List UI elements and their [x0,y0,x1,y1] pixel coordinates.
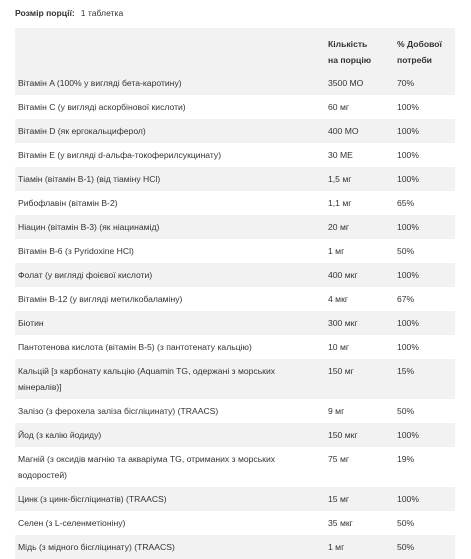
table-row [15,119,455,143]
serving-size-label: Розмір порції: [15,8,75,18]
nutrient-name: Вітамін B-12 (у вигляді метилкобаламіну) [18,294,183,304]
nutrient-daily-value: 50% [397,518,415,528]
nutrient-name: Вітамін B-6 (з Pyridoxine HCl) [18,246,134,256]
table-row [15,71,455,95]
nutrient-amount: 15 мг [328,494,349,504]
table-row [15,95,455,119]
nutrient-amount: 9 мг [328,406,345,416]
nutrient-amount: 1 мг [328,542,345,552]
nutrient-daily-value: 100% [397,318,419,328]
table-row [15,311,455,335]
serving-size-value: 1 таблетка [80,8,124,18]
nutrient-amount: 1,1 мг [328,198,352,208]
nutrient-amount: 3500 МО [328,78,364,88]
table-row [15,239,455,263]
table-row [15,167,455,191]
nutrient-name: Рибофлавін (вітамін B-2) [18,198,118,208]
nutrient-amount: 30 МЕ [328,150,353,160]
nutrient-amount: 20 мг [328,222,349,232]
nutrient-table [15,71,455,559]
table-row [15,447,455,487]
nutrient-daily-value: 70% [397,78,415,88]
table-row [15,423,455,447]
nutrient-amount: 400 мкг [328,270,358,280]
nutrient-daily-value: 50% [397,246,415,256]
nutrient-daily-value: 100% [397,222,419,232]
nutrient-name: Вітамін C (у вигляді аскорбінової кислоти) [18,102,186,112]
nutrient-amount: 300 мкг [328,318,358,328]
table-header [15,28,455,71]
nutrient-name: Вітамін E (у вигляді d-альфа-токоферилсукцинату) [18,150,222,160]
nutrient-daily-value: 50% [397,542,415,552]
nutrient-daily-value: 15% [397,366,415,376]
table-row [15,143,455,167]
table-row [15,287,455,311]
nutrient-amount: 4 мкг [328,294,348,304]
nutrient-name: Селен (з L-селенметіоніну) [18,518,126,528]
nutrient-daily-value: 100% [397,150,419,160]
table-row [15,263,455,287]
header-amount: Кількість на порцію [328,39,372,65]
nutrient-amount: 35 мкг [328,518,353,528]
nutrient-amount: 60 мг [328,102,349,112]
nutrient-amount: 10 мг [328,342,349,352]
nutrient-name: Мідь (з мідного бісгліцинату) (TRAACS) [18,542,175,552]
table-row [15,511,455,535]
nutrient-amount: 1 мг [328,246,345,256]
nutrient-daily-value: 67% [397,294,415,304]
nutrient-daily-value: 100% [397,126,419,136]
nutrient-name: Магній (з оксидів магнію та акваріума TG, отриманих з морських водоростей) [18,454,276,480]
nutrient-amount: 150 мкг [328,430,358,440]
nutrient-name: Фолат (у вигляді фоієвої кислоти) [18,270,153,280]
serving-size [0,0,471,26]
nutrient-name: Вітамін A (100% у вигляді бета-каротину) [18,78,182,88]
nutrient-daily-value: 100% [397,102,419,112]
nutrient-amount: 75 мг [328,454,349,464]
nutrient-daily-value: 19% [397,454,415,464]
nutrient-name: Тіамін (вітамін B-1) (від тіаміну HCl) [18,174,161,184]
table-row [15,487,455,511]
table-row [15,191,455,215]
nutrient-daily-value: 100% [397,270,419,280]
nutrient-amount: 150 мг [328,366,354,376]
nutrient-amount: 400 МО [328,126,359,136]
nutrient-name: Кальцій [з карбонату кальцію (Aquamin TG, одержані з морських мінералів)] [18,366,276,392]
table-row [15,335,455,359]
nutrient-name: Ніацин (вітамін B-3) (як ніацинамід) [18,222,160,232]
nutrient-daily-value: 50% [397,406,415,416]
header-daily-value: % Добової потреби [397,39,442,65]
table-row [15,399,455,423]
nutrient-amount: 1,5 мг [328,174,352,184]
nutrient-daily-value: 100% [397,174,419,184]
nutrient-daily-value: 100% [397,430,419,440]
nutrient-daily-value: 100% [397,494,419,504]
nutrient-name: Йод (з калію йодиду) [18,430,102,440]
nutrient-name: Вітамін D (як ергокальциферол) [18,126,146,136]
nutrient-name: Залізо (з ферохела заліза бісгліцинату) (TRAACS) [18,406,219,416]
table-row [15,215,455,239]
nutrient-name: Цинк (з цинк-бісгліцинатів) (TRAACS) [18,494,167,504]
nutrient-daily-value: 65% [397,198,415,208]
nutrient-name: Пантотенова кислота (вітамін B-5) (з пантотенату кальцію) [18,342,252,352]
nutrient-name: Біотин [18,318,44,328]
nutrient-daily-value: 100% [397,342,419,352]
table-row [15,359,455,399]
table-row [15,535,455,559]
